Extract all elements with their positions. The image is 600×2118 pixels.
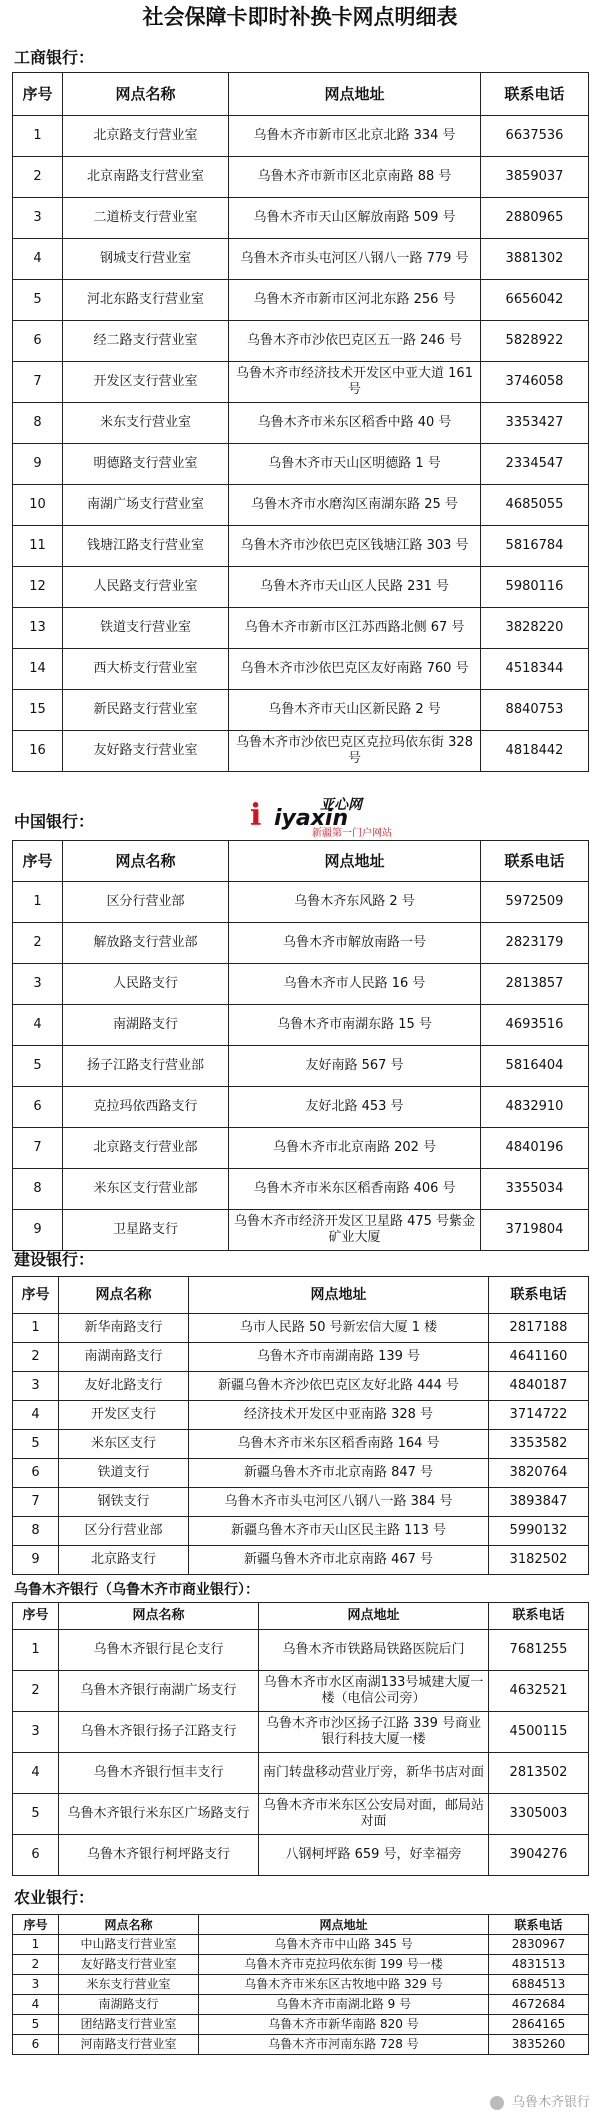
cell-address: 乌鲁木齐市沙依巴克区克拉玛依东街 328 号 — [229, 731, 481, 772]
cell-address: 乌鲁木齐市河南东路 728 号 — [199, 2035, 489, 2055]
cell-index: 11 — [13, 526, 63, 567]
cell-phone: 4641160 — [489, 1343, 589, 1372]
table-row — [13, 2015, 589, 2035]
cell-phone: 3353427 — [481, 403, 589, 444]
cell-address: 乌鲁木齐市天山区明德路 1 号 — [229, 444, 481, 485]
cell-address: 乌鲁木齐市南湖东路 15 号 — [229, 1005, 481, 1046]
table-row — [13, 1372, 589, 1401]
section-title-abc: 农业银行： — [14, 1888, 95, 1907]
cell-name: 开发区支行 — [59, 1401, 189, 1430]
cell-index: 10 — [13, 485, 63, 526]
cell-phone: 4685055 — [481, 485, 589, 526]
cell-index: 6 — [13, 1835, 59, 1876]
table-row — [13, 321, 589, 362]
cell-index: 1 — [13, 1935, 59, 1955]
col-header-name: 网点名称 — [59, 1603, 259, 1630]
cell-phone: 5828922 — [481, 321, 589, 362]
cell-address: 经济技术开发区中亚南路 328 号 — [189, 1401, 489, 1430]
table-row — [13, 1401, 589, 1430]
table-row — [13, 1995, 589, 2015]
cell-index: 3 — [13, 1712, 59, 1753]
table-row — [13, 157, 589, 198]
table-row — [13, 923, 589, 964]
cell-address: 乌鲁木齐市中山路 345 号 — [199, 1935, 489, 1955]
cell-index: 8 — [13, 403, 63, 444]
cell-phone: 3714722 — [489, 1401, 589, 1430]
cell-address: 乌市人民路 50 号新宏信大厦 1 楼 — [189, 1314, 489, 1343]
table-row — [13, 567, 589, 608]
cell-name: 铁道支行营业室 — [63, 608, 229, 649]
cell-name: 乌鲁木齐银行柯坪路支行 — [59, 1835, 259, 1876]
cell-address: 乌鲁木齐市水区南湖133号城建大厦一楼（电信公司旁） — [259, 1671, 489, 1712]
table-row — [13, 882, 589, 923]
cell-index: 7 — [13, 1488, 59, 1517]
cell-address: 乌鲁木齐市水磨沟区南湖东路 25 号 — [229, 485, 481, 526]
page-title: 社会保障卡即时补换卡网点明细表 — [142, 5, 458, 29]
cell-name: 开发区支行营业室 — [63, 362, 229, 403]
logo-brand-cn: 亚心网 — [320, 797, 362, 813]
table-row — [13, 1835, 589, 1876]
cell-index: 1 — [13, 882, 63, 923]
col-header-name: 网点名称 — [63, 841, 229, 882]
wechat-icon — [490, 2096, 504, 2110]
cell-name: 明德路支行营业室 — [63, 444, 229, 485]
cell-name: 米东区支行 — [59, 1430, 189, 1459]
cell-phone: 2864165 — [489, 2015, 589, 2035]
yaxin-logo — [250, 794, 400, 840]
cell-phone: 3835260 — [489, 2035, 589, 2055]
cell-phone: 2334547 — [481, 444, 589, 485]
cell-phone: 4840187 — [489, 1372, 589, 1401]
cell-index: 4 — [13, 1005, 63, 1046]
cell-name: 西大桥支行营业室 — [63, 649, 229, 690]
cell-name: 北京路支行 — [59, 1546, 189, 1575]
table-row — [13, 1046, 589, 1087]
cell-index: 1 — [13, 116, 63, 157]
table-row — [13, 649, 589, 690]
cell-index: 2 — [13, 1671, 59, 1712]
cell-name: 卫星路支行 — [63, 1210, 229, 1251]
cell-phone: 4818442 — [481, 731, 589, 772]
col-header-phone: 联系电话 — [489, 1603, 589, 1630]
cell-name: 中山路支行营业室 — [59, 1935, 199, 1955]
cell-name: 北京路支行营业部 — [63, 1128, 229, 1169]
table-row — [13, 690, 589, 731]
table-ccb — [12, 1276, 589, 1575]
cell-address: 乌鲁木齐东风路 2 号 — [229, 882, 481, 923]
cell-address: 八钢柯坪路 659 号，好幸福旁 — [259, 1835, 489, 1876]
cell-phone: 6884513 — [489, 1975, 589, 1995]
cell-name: 经二路支行营业室 — [63, 321, 229, 362]
col-header-name: 网点名称 — [59, 1277, 189, 1314]
table-row — [13, 198, 589, 239]
table-boc — [12, 840, 589, 1251]
cell-name: 团结路支行营业室 — [59, 2015, 199, 2035]
table-row — [13, 239, 589, 280]
cell-phone: 2823179 — [481, 923, 589, 964]
cell-name: 米东支行营业室 — [63, 403, 229, 444]
cell-name: 钱塘江路支行营业室 — [63, 526, 229, 567]
cell-name: 南湖南路支行 — [59, 1343, 189, 1372]
cell-index: 13 — [13, 608, 63, 649]
cell-address: 乌鲁木齐市沙区扬子江路 339 号商业银行科技大厦一楼 — [259, 1712, 489, 1753]
cell-phone: 2880965 — [481, 198, 589, 239]
table-row — [13, 1546, 589, 1575]
cell-index: 4 — [13, 1995, 59, 2015]
cell-index: 9 — [13, 444, 63, 485]
cell-index: 4 — [13, 239, 63, 280]
col-header-address: 网点地址 — [229, 73, 481, 116]
cell-name: 区分行营业部 — [63, 882, 229, 923]
table-row — [13, 1488, 589, 1517]
cell-name: 南湖路支行 — [63, 1005, 229, 1046]
cell-address: 乌鲁木齐市新市区北京南路 88 号 — [229, 157, 481, 198]
cell-phone: 3859037 — [481, 157, 589, 198]
table-abc — [12, 1914, 589, 2055]
cell-address: 乌鲁木齐市头屯河区八钢八一路 779 号 — [229, 239, 481, 280]
cell-phone: 3820764 — [489, 1459, 589, 1488]
cell-name: 钢城支行营业室 — [63, 239, 229, 280]
table-row — [13, 1343, 589, 1372]
table-row — [13, 1517, 589, 1546]
table-row — [13, 1955, 589, 1975]
table-row — [13, 362, 589, 403]
section-title-icbc: 工商银行： — [14, 48, 95, 67]
col-header-index: 序号 — [13, 841, 63, 882]
cell-address: 新疆乌鲁木齐市北京南路 847 号 — [189, 1459, 489, 1488]
table-row — [13, 116, 589, 157]
cell-name: 米东支行营业室 — [59, 1975, 199, 1995]
cell-address: 乌鲁木齐市沙依巴克区五一路 246 号 — [229, 321, 481, 362]
table-row — [13, 485, 589, 526]
cell-address: 乌鲁木齐市米东区古牧地中路 329 号 — [199, 1975, 489, 1995]
cell-phone: 3828220 — [481, 608, 589, 649]
table-row — [13, 1430, 589, 1459]
cell-name: 人民路支行营业室 — [63, 567, 229, 608]
cell-name: 乌鲁木齐银行南湖广场支行 — [59, 1671, 259, 1712]
cell-index: 7 — [13, 1128, 63, 1169]
cell-index: 6 — [13, 321, 63, 362]
table-row — [13, 280, 589, 321]
cell-address: 乌鲁木齐市沙依巴克区友好南路 760 号 — [229, 649, 481, 690]
cell-address: 乌鲁木齐市米东区稻香南路 406 号 — [229, 1169, 481, 1210]
cell-index: 5 — [13, 2015, 59, 2035]
cell-address: 乌鲁木齐市新市区北京北路 334 号 — [229, 116, 481, 157]
cell-index: 3 — [13, 964, 63, 1005]
table-row — [13, 1128, 589, 1169]
cell-name: 区分行营业部 — [59, 1517, 189, 1546]
cell-address: 南门转盘移动营业厅旁，新华书店对面 — [259, 1753, 489, 1794]
cell-address: 乌鲁木齐市克拉玛依东街 199 号一楼 — [199, 1955, 489, 1975]
cell-phone: 5816784 — [481, 526, 589, 567]
cell-phone: 5990132 — [489, 1517, 589, 1546]
cell-phone: 5816404 — [481, 1046, 589, 1087]
cell-name: 解放路支行营业部 — [63, 923, 229, 964]
col-header-phone: 联系电话 — [489, 1915, 589, 1935]
cell-name: 南湖路支行 — [59, 1995, 199, 2015]
cell-index: 2 — [13, 923, 63, 964]
cell-name: 北京南路支行营业室 — [63, 157, 229, 198]
cell-name: 新民路支行营业室 — [63, 690, 229, 731]
cell-name: 南湖广场支行营业室 — [63, 485, 229, 526]
cell-phone: 2813857 — [481, 964, 589, 1005]
logo-slogan: 新疆第一门户网站 — [312, 828, 392, 839]
cell-name: 友好路支行营业室 — [59, 1955, 199, 1975]
cell-address: 乌鲁木齐市铁路局铁路医院后门 — [259, 1630, 489, 1671]
cell-address: 新疆乌鲁木齐市北京南路 467 号 — [189, 1546, 489, 1575]
cell-phone: 5972509 — [481, 882, 589, 923]
cell-address: 乌鲁木齐市米东区稻香南路 164 号 — [189, 1430, 489, 1459]
cell-address: 乌鲁木齐市北京南路 202 号 — [229, 1128, 481, 1169]
cell-phone: 3904276 — [489, 1835, 589, 1876]
cell-index: 6 — [13, 1087, 63, 1128]
table-uccb — [12, 1602, 589, 1876]
watermark-text: 乌鲁木齐银行 — [511, 2095, 590, 2110]
cell-phone: 2830967 — [489, 1935, 589, 1955]
section-title-boc: 中国银行： — [14, 812, 95, 831]
cell-index: 5 — [13, 1046, 63, 1087]
cell-index: 6 — [13, 1459, 59, 1488]
table-row — [13, 1459, 589, 1488]
cell-name: 钢铁支行 — [59, 1488, 189, 1517]
cell-phone: 3893847 — [489, 1488, 589, 1517]
cell-address: 乌鲁木齐市沙依巴克区钱塘江路 303 号 — [229, 526, 481, 567]
col-header-phone: 联系电话 — [481, 73, 589, 116]
cell-name: 人民路支行 — [63, 964, 229, 1005]
cell-address: 乌鲁木齐市新市区河北东路 256 号 — [229, 280, 481, 321]
cell-index: 8 — [13, 1517, 59, 1546]
cell-address: 乌鲁木齐市新华南路 820 号 — [199, 2015, 489, 2035]
cell-address: 友好南路 567 号 — [229, 1046, 481, 1087]
col-header-index: 序号 — [13, 1915, 59, 1935]
col-header-address: 网点地址 — [189, 1277, 489, 1314]
cell-phone: 4518344 — [481, 649, 589, 690]
table-row — [13, 2035, 589, 2055]
cell-index: 1 — [13, 1314, 59, 1343]
cell-address: 乌鲁木齐市经济技术开发区中亚大道 161 号 — [229, 362, 481, 403]
cell-name: 河北东路支行营业室 — [63, 280, 229, 321]
cell-phone: 3353582 — [489, 1430, 589, 1459]
table-row — [13, 1630, 589, 1671]
table-row — [13, 731, 589, 772]
cell-phone: 4672684 — [489, 1995, 589, 2015]
cell-phone: 2813502 — [489, 1753, 589, 1794]
col-header-name: 网点名称 — [63, 73, 229, 116]
cell-name: 北京路支行营业室 — [63, 116, 229, 157]
cell-address: 乌鲁木齐市天山区解放南路 509 号 — [229, 198, 481, 239]
cell-address: 友好北路 453 号 — [229, 1087, 481, 1128]
cell-address: 乌鲁木齐市米东区公安局对面，邮局站对面 — [259, 1794, 489, 1835]
cell-index: 2 — [13, 157, 63, 198]
col-header-address: 网点地址 — [229, 841, 481, 882]
table-row — [13, 1712, 589, 1753]
logo-brand: iyaxin — [274, 806, 349, 831]
cell-phone: 4840196 — [481, 1128, 589, 1169]
cell-name: 友好路支行营业室 — [63, 731, 229, 772]
cell-address: 乌鲁木齐市南湖北路 9 号 — [199, 1995, 489, 2015]
table-row — [13, 1210, 589, 1251]
cell-name: 河南路支行营业室 — [59, 2035, 199, 2055]
col-header-index: 序号 — [13, 1277, 59, 1314]
table-row — [13, 1005, 589, 1046]
col-header-address: 网点地址 — [199, 1915, 489, 1935]
col-header-address: 网点地址 — [259, 1603, 489, 1630]
cell-phone: 3355034 — [481, 1169, 589, 1210]
cell-address: 乌鲁木齐市天山区新民路 2 号 — [229, 690, 481, 731]
cell-name: 乌鲁木齐银行恒丰支行 — [59, 1753, 259, 1794]
cell-phone: 4693516 — [481, 1005, 589, 1046]
cell-index: 15 — [13, 690, 63, 731]
cell-name: 友好北路支行 — [59, 1372, 189, 1401]
col-header-phone: 联系电话 — [489, 1277, 589, 1314]
cell-address: 新疆乌鲁木齐市天山区民主路 113 号 — [189, 1517, 489, 1546]
cell-index: 4 — [13, 1753, 59, 1794]
cell-address: 乌鲁木齐市天山区人民路 231 号 — [229, 567, 481, 608]
table-row — [13, 1314, 589, 1343]
cell-phone: 4632521 — [489, 1671, 589, 1712]
table-row — [13, 1794, 589, 1835]
cell-address: 乌鲁木齐市经济开发区卫星路 475 号紫金矿业大厦 — [229, 1210, 481, 1251]
table-row — [13, 1753, 589, 1794]
cell-phone: 3305003 — [489, 1794, 589, 1835]
cell-index: 7 — [13, 362, 63, 403]
table-row — [13, 1935, 589, 1955]
cell-phone: 2817188 — [489, 1314, 589, 1343]
cell-phone: 3746058 — [481, 362, 589, 403]
table-row — [13, 444, 589, 485]
table-row — [13, 964, 589, 1005]
cell-index: 9 — [13, 1210, 63, 1251]
cell-index: 9 — [13, 1546, 59, 1575]
col-header-index: 序号 — [13, 1603, 59, 1630]
table-row — [13, 1169, 589, 1210]
cell-index: 4 — [13, 1401, 59, 1430]
cell-name: 乌鲁木齐银行米东区广场路支行 — [59, 1794, 259, 1835]
cell-index: 5 — [13, 1794, 59, 1835]
cell-address: 新疆乌鲁木齐沙依巴克区友好北路 444 号 — [189, 1372, 489, 1401]
cell-phone: 4832910 — [481, 1087, 589, 1128]
table-icbc — [12, 72, 589, 772]
cell-name: 铁道支行 — [59, 1459, 189, 1488]
cell-address: 乌鲁木齐市人民路 16 号 — [229, 964, 481, 1005]
cell-index: 2 — [13, 1343, 59, 1372]
cell-name: 扬子江路支行营业部 — [63, 1046, 229, 1087]
cell-address: 乌鲁木齐市米东区稻香中路 40 号 — [229, 403, 481, 444]
cell-name: 二道桥支行营业室 — [63, 198, 229, 239]
cell-phone: 6637536 — [481, 116, 589, 157]
table-row — [13, 1671, 589, 1712]
cell-index: 16 — [13, 731, 63, 772]
cell-index: 3 — [13, 198, 63, 239]
cell-address: 乌鲁木齐市头屯河区八钢八一路 384 号 — [189, 1488, 489, 1517]
cell-index: 5 — [13, 1430, 59, 1459]
cell-phone: 8840753 — [481, 690, 589, 731]
cell-index: 12 — [13, 567, 63, 608]
cell-name: 米东区支行营业部 — [63, 1169, 229, 1210]
cell-address: 乌鲁木齐市南湖南路 139 号 — [189, 1343, 489, 1372]
col-header-name: 网点名称 — [59, 1915, 199, 1935]
table-row — [13, 1087, 589, 1128]
cell-index: 6 — [13, 2035, 59, 2055]
watermark — [490, 2091, 590, 2110]
cell-name: 克拉玛依西路支行 — [63, 1087, 229, 1128]
cell-phone: 5980116 — [481, 567, 589, 608]
cell-name: 乌鲁木齐银行扬子江路支行 — [59, 1712, 259, 1753]
cell-index: 8 — [13, 1169, 63, 1210]
cell-address: 乌鲁木齐市新市区江苏西路北侧 67 号 — [229, 608, 481, 649]
cell-index: 3 — [13, 1975, 59, 1995]
cell-index: 2 — [13, 1955, 59, 1975]
section-title-uccb: 乌鲁木齐银行（乌鲁木齐市商业银行）： — [14, 1582, 259, 1598]
cell-index: 1 — [13, 1630, 59, 1671]
cell-index: 3 — [13, 1372, 59, 1401]
cell-phone: 3719804 — [481, 1210, 589, 1251]
cell-name: 新华南路支行 — [59, 1314, 189, 1343]
cell-phone: 4831513 — [489, 1955, 589, 1975]
table-row — [13, 608, 589, 649]
col-header-phone: 联系电话 — [481, 841, 589, 882]
section-title-ccb: 建设银行： — [14, 1250, 95, 1269]
table-row — [13, 526, 589, 567]
cell-address: 乌鲁木齐市解放南路一号 — [229, 923, 481, 964]
table-row — [13, 1975, 589, 1995]
cell-index: 5 — [13, 280, 63, 321]
cell-phone: 4500115 — [489, 1712, 589, 1753]
table-row — [13, 403, 589, 444]
cell-phone: 7681255 — [489, 1630, 589, 1671]
col-header-index: 序号 — [13, 73, 63, 116]
cell-name: 乌鲁木齐银行昆仑支行 — [59, 1630, 259, 1671]
cell-phone: 3182502 — [489, 1546, 589, 1575]
cell-index: 14 — [13, 649, 63, 690]
logo-i-mark: i — [250, 798, 262, 833]
cell-phone: 6656042 — [481, 280, 589, 321]
cell-phone: 3881302 — [481, 239, 589, 280]
